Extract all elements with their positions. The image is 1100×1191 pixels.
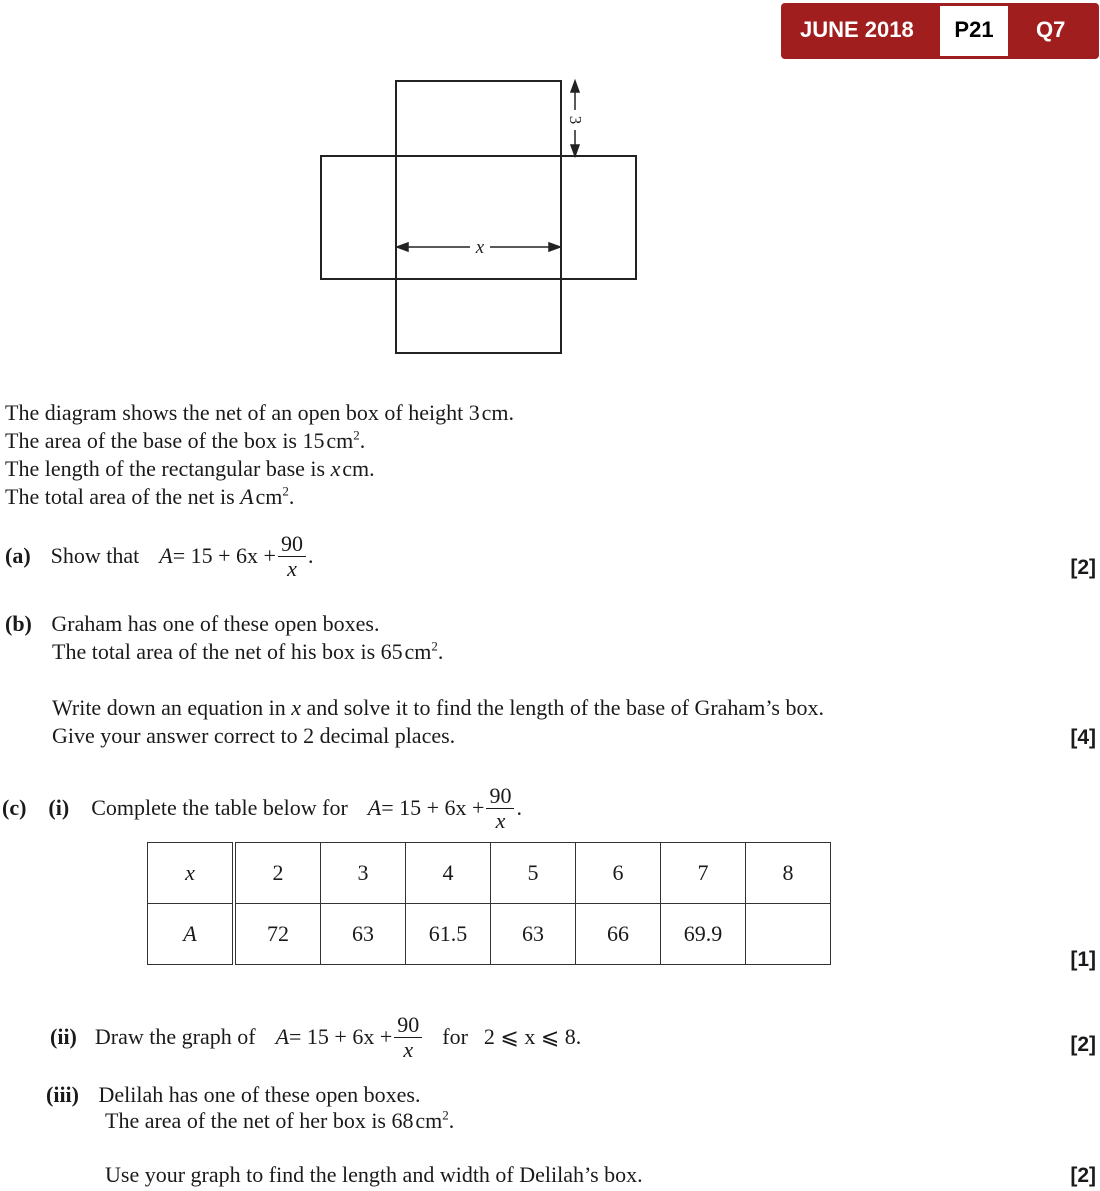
a-cell-blank [746, 904, 831, 965]
x-header-cell: x [148, 843, 235, 904]
box-net-diagram [0, 0, 700, 370]
table-row-x [148, 843, 831, 904]
intro-line-2: The area of the base of the box is 15 $cm^2$. [5, 427, 366, 453]
part-c-i: (c) (i) Complete the table below for A = 15 + 6x + $\frac{90}{x}$ . [2, 782, 522, 833]
table-row-a [148, 904, 831, 965]
net-bottom-flap [396, 279, 561, 353]
part-a-text: Show that [50, 543, 140, 568]
part-a: (a) Show that A = 15 + 6x + $\frac{90}{x}$ . [5, 530, 314, 581]
paper-label: P21 [954, 17, 994, 42]
a-header-cell: A [148, 904, 235, 965]
a-cell: 61.5 [406, 904, 491, 965]
part-c-iii-line-3: Use your graph to find the length and width of Delilah’s box. [105, 1162, 643, 1187]
session-label: JUNE 2018 [800, 17, 914, 42]
part-c-ii-marks: [2] [1070, 1033, 1096, 1056]
question-header [781, 3, 1099, 59]
a-cell: 63 [491, 904, 576, 965]
x-cell: 2 [234, 843, 321, 904]
x-cell: 4 [406, 843, 491, 904]
net-middle-strip [321, 156, 636, 279]
part-a-label: (a) [5, 543, 31, 568]
part-b-line-4: Give your answer correct to 2 decimal places. [52, 723, 456, 748]
paper-badge [940, 6, 1008, 56]
part-a-fraction: $\frac{90}{x}$ [278, 532, 306, 581]
part-c-ii: (ii) Draw the graph of A = 15 + 6x + $\frac{90}{x}$ for 2 ⩽ x ⩽ 8. [50, 1011, 582, 1062]
part-c-ii-fraction: $\frac{90}{x}$ [394, 1013, 422, 1062]
x-cell: 3 [321, 843, 406, 904]
part-b-line-1: (b) Graham has one of these open boxes. [5, 611, 380, 636]
values-table [147, 842, 831, 965]
x-cell: 6 [576, 843, 661, 904]
part-c-iii-marks: [2] [1070, 1164, 1096, 1187]
part-b-marks: [4] [1070, 726, 1096, 749]
intro-line-1: The diagram shows the net of an open box of height 3 cm. [5, 400, 514, 425]
part-c-iii-line-1: (iii) Delilah has one of these open boxes. [46, 1082, 421, 1107]
a-cell: 69.9 [661, 904, 746, 965]
intro-line-4: The total area of the net is A $cm^2$. [5, 483, 295, 509]
part-b-line-2: The total area of the net of his box is 65 $cm^2$. [52, 638, 444, 664]
a-cell: 63 [321, 904, 406, 965]
part-c-iii-line-2: The area of the net of her box is 68 $cm^2$. [105, 1107, 455, 1133]
a-cell: 66 [576, 904, 661, 965]
x-cell: 5 [491, 843, 576, 904]
part-b-line-3: Write down an equation in x and solve it to find the length of the base of Graham’s box. [52, 695, 824, 720]
part-a-marks: [2] [1070, 556, 1096, 579]
length-label: x [475, 237, 485, 258]
x-cell: 8 [746, 843, 831, 904]
net-top-flap [396, 81, 561, 156]
height-label: 3 [566, 115, 586, 125]
part-c-i-marks: [1] [1070, 948, 1096, 971]
part-c-fraction: $\frac{90}{x}$ [486, 784, 514, 833]
intro-line-3: The length of the rectangular base is x cm. [5, 456, 375, 481]
x-cell: 7 [661, 843, 746, 904]
a-cell: 72 [234, 904, 321, 965]
question-label: Q7 [1036, 17, 1066, 42]
